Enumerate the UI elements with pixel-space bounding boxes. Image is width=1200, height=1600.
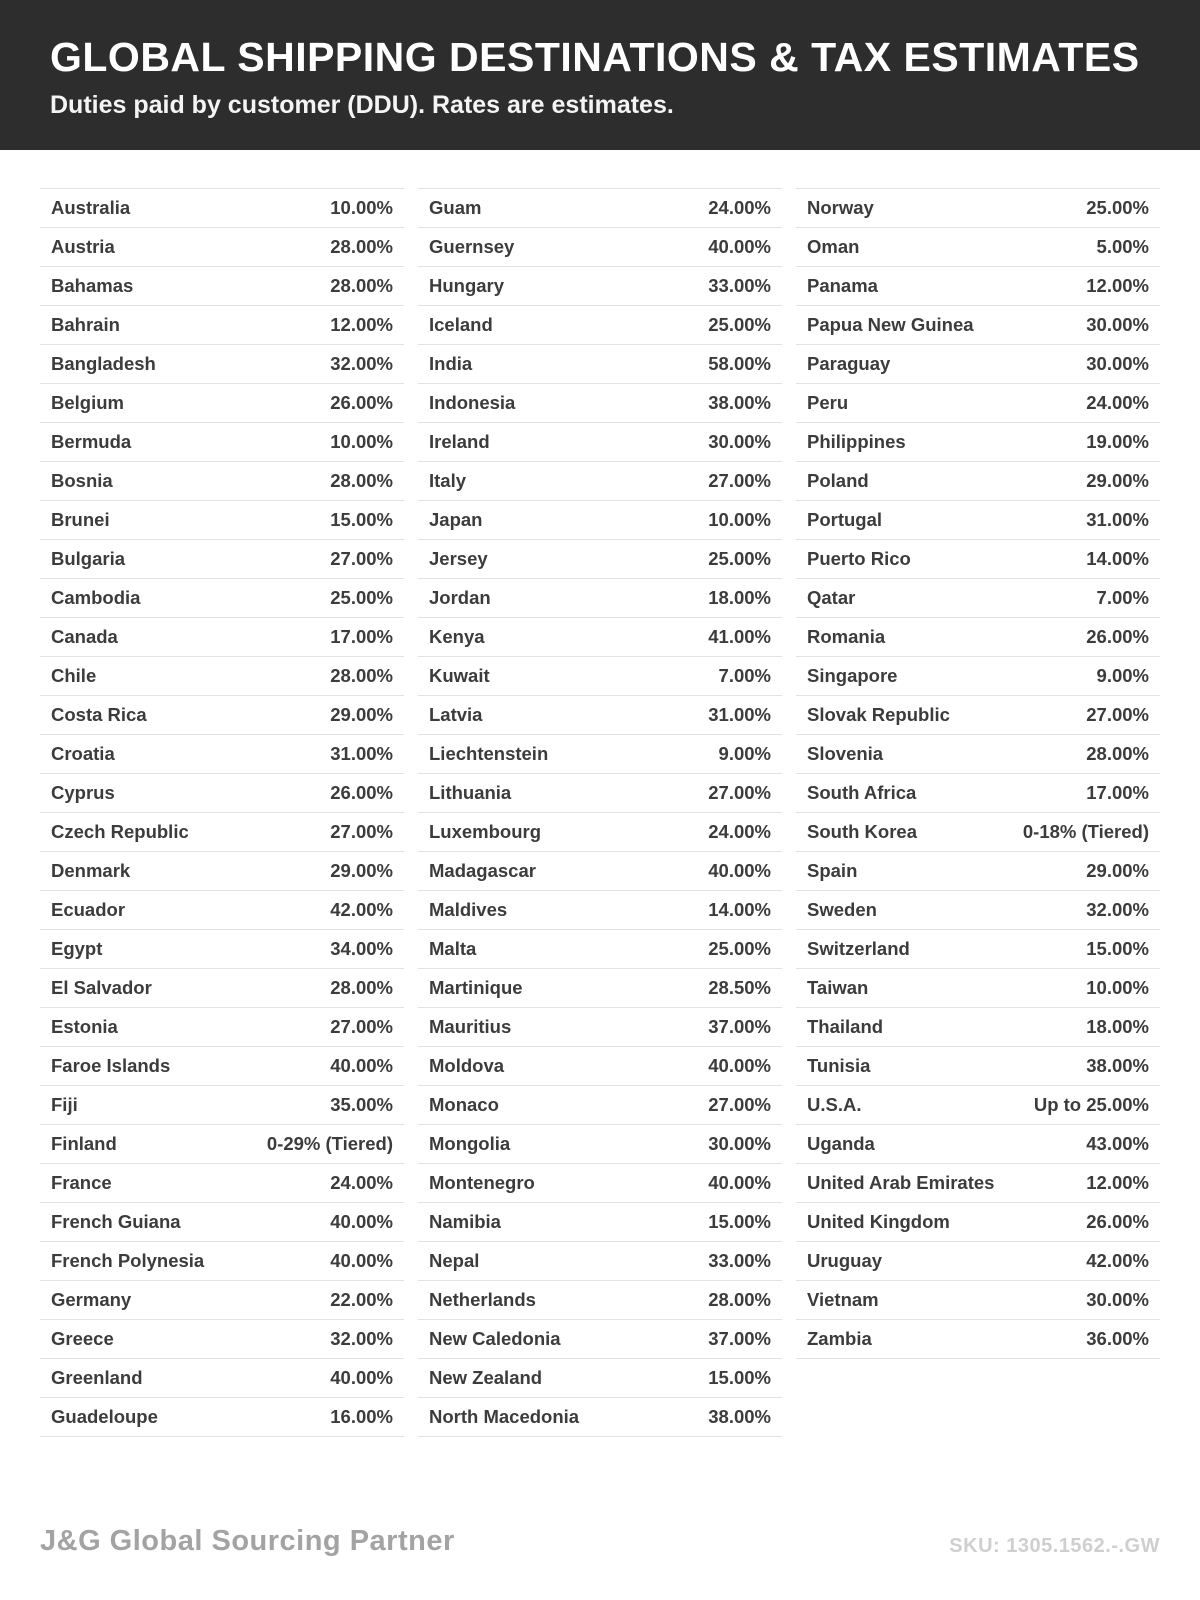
table-row <box>418 579 782 618</box>
tax-rate: 40.00% <box>708 1172 771 1194</box>
country-name: Lithuania <box>429 782 512 804</box>
country-name: Croatia <box>51 743 115 765</box>
country-name: Madagascar <box>429 860 536 882</box>
country-name: Slovenia <box>807 743 884 765</box>
country-name: Ireland <box>429 431 490 453</box>
table-row <box>796 1164 1160 1203</box>
table-row <box>418 1125 782 1164</box>
tax-rate: 40.00% <box>708 1055 771 1077</box>
table-row <box>796 345 1160 384</box>
table-row <box>418 657 782 696</box>
country-name: Brunei <box>51 509 110 531</box>
tax-rate: 41.00% <box>708 626 771 648</box>
tax-rate: 12.00% <box>330 314 393 336</box>
country-name: Martinique <box>429 977 523 999</box>
country-name: Puerto Rico <box>807 548 911 570</box>
country-name: Vietnam <box>807 1289 879 1311</box>
country-name: U.S.A. <box>807 1094 862 1116</box>
tax-rate: 15.00% <box>708 1367 771 1389</box>
tax-rate: 0-18% (Tiered) <box>1022 821 1149 843</box>
tax-rate: 10.00% <box>708 509 771 531</box>
table-row <box>40 501 404 540</box>
table-row <box>418 462 782 501</box>
table-row <box>40 267 404 306</box>
tax-rate: 28.00% <box>708 1289 771 1311</box>
tax-rate: 32.00% <box>330 353 393 375</box>
country-name: Paraguay <box>807 353 891 375</box>
tax-rate: 5.00% <box>1096 236 1149 258</box>
tax-rate: 25.00% <box>708 314 771 336</box>
country-name: Mauritius <box>429 1016 512 1038</box>
country-name: Kenya <box>429 626 485 648</box>
table-row <box>40 1086 404 1125</box>
country-name: Guadeloupe <box>51 1406 158 1428</box>
country-name: Belgium <box>51 392 124 414</box>
tax-rate: 35.00% <box>330 1094 393 1116</box>
table-row <box>418 189 782 228</box>
table-row <box>40 1242 404 1281</box>
table-row <box>796 1320 1160 1359</box>
tax-rate: 17.00% <box>1086 782 1149 804</box>
table-row <box>418 423 782 462</box>
country-name: Bulgaria <box>51 548 126 570</box>
table-row <box>796 462 1160 501</box>
tax-rate: 31.00% <box>330 743 393 765</box>
page-header <box>0 0 1200 150</box>
table-row <box>796 579 1160 618</box>
table-row <box>40 852 404 891</box>
table-row <box>796 1125 1160 1164</box>
table-row <box>418 1203 782 1242</box>
table-row <box>40 1047 404 1086</box>
tax-rate: 29.00% <box>330 704 393 726</box>
country-name: Mongolia <box>429 1133 511 1155</box>
table-row <box>418 267 782 306</box>
tax-rate: 26.00% <box>330 392 393 414</box>
tax-rate: 24.00% <box>1086 392 1149 414</box>
tax-rate: 24.00% <box>708 821 771 843</box>
tax-rate: 36.00% <box>1086 1328 1149 1350</box>
table-row <box>796 618 1160 657</box>
country-name: Nepal <box>429 1250 480 1272</box>
tax-rate: 26.00% <box>1086 1211 1149 1233</box>
country-name: United Kingdom <box>807 1211 950 1233</box>
country-name: Indonesia <box>429 392 516 414</box>
table-row <box>796 501 1160 540</box>
tax-rate: 17.00% <box>330 626 393 648</box>
table-row <box>796 1086 1160 1125</box>
tax-rate: 27.00% <box>330 548 393 570</box>
tax-rate: 27.00% <box>1086 704 1149 726</box>
tax-rate: 28.00% <box>330 236 393 258</box>
rates-table <box>0 150 1200 1437</box>
tax-rate: 24.00% <box>708 197 771 219</box>
tax-rate: 30.00% <box>708 1133 771 1155</box>
tax-rate: 14.00% <box>708 899 771 921</box>
table-row <box>40 813 404 852</box>
table-row <box>40 1281 404 1320</box>
table-row <box>418 540 782 579</box>
country-name: Bosnia <box>51 470 113 492</box>
country-name: Bermuda <box>51 431 132 453</box>
tax-rate: 10.00% <box>330 197 393 219</box>
tax-rate: 40.00% <box>330 1250 393 1272</box>
country-name: Costa Rica <box>51 704 147 726</box>
country-name: Iceland <box>429 314 493 336</box>
country-name: New Zealand <box>429 1367 543 1389</box>
table-row <box>418 306 782 345</box>
table-row <box>796 189 1160 228</box>
country-name: Spain <box>807 860 858 882</box>
tax-rate: 25.00% <box>1086 197 1149 219</box>
country-name: Australia <box>51 197 131 219</box>
table-row <box>418 345 782 384</box>
tax-rate: 28.00% <box>330 275 393 297</box>
tax-rate: 37.00% <box>708 1016 771 1038</box>
tax-rate: 31.00% <box>1086 509 1149 531</box>
table-row <box>796 1047 1160 1086</box>
page-subtitle: Duties paid by customer (DDU). Rates are estimates. <box>50 91 674 120</box>
country-name: Singapore <box>807 665 898 687</box>
country-name: Uruguay <box>807 1250 883 1272</box>
tax-rate: 25.00% <box>708 938 771 960</box>
tax-rate: 14.00% <box>1086 548 1149 570</box>
tax-rate: 30.00% <box>1086 353 1149 375</box>
table-row <box>418 774 782 813</box>
table-row <box>40 1398 404 1437</box>
table-row <box>418 969 782 1008</box>
table-row <box>418 1281 782 1320</box>
table-row <box>418 891 782 930</box>
rate-column <box>796 188 1160 1359</box>
table-row <box>418 1086 782 1125</box>
table-row <box>40 1203 404 1242</box>
country-name: French Guiana <box>51 1211 181 1233</box>
country-name: Netherlands <box>429 1289 536 1311</box>
tax-rate: 58.00% <box>708 353 771 375</box>
table-row <box>418 1359 782 1398</box>
country-name: South Africa <box>807 782 917 804</box>
tax-rate: 18.00% <box>1086 1016 1149 1038</box>
tax-rate: 30.00% <box>1086 1289 1149 1311</box>
country-name: Egypt <box>51 938 103 960</box>
table-row <box>40 345 404 384</box>
country-name: Estonia <box>51 1016 118 1038</box>
table-row <box>418 1320 782 1359</box>
country-name: Jersey <box>429 548 488 570</box>
country-name: North Macedonia <box>429 1406 580 1428</box>
table-row <box>418 1047 782 1086</box>
rate-column <box>418 188 782 1437</box>
table-row <box>40 189 404 228</box>
tax-rate: 22.00% <box>330 1289 393 1311</box>
tax-rate: 18.00% <box>708 587 771 609</box>
country-name: Montenegro <box>429 1172 535 1194</box>
table-row <box>40 462 404 501</box>
tax-rate: 15.00% <box>1086 938 1149 960</box>
tax-rate: 27.00% <box>708 782 771 804</box>
country-name: Switzerland <box>807 938 910 960</box>
table-row <box>40 969 404 1008</box>
rates-columns <box>40 188 1160 1437</box>
page-title: GLOBAL SHIPPING DESTINATIONS & TAX ESTIMATES <box>50 34 1140 80</box>
country-name: Slovak Republic <box>807 704 950 726</box>
tax-rate: 33.00% <box>708 1250 771 1272</box>
country-name: Japan <box>429 509 483 531</box>
tax-rate: 27.00% <box>708 1094 771 1116</box>
country-name: Philippines <box>807 431 906 453</box>
tax-rate: 38.00% <box>1086 1055 1149 1077</box>
table-row <box>40 1125 404 1164</box>
table-row <box>796 1203 1160 1242</box>
country-name: Taiwan <box>807 977 869 999</box>
tax-rate: 40.00% <box>708 860 771 882</box>
country-name: French Polynesia <box>51 1250 205 1272</box>
country-name: Ecuador <box>51 899 126 921</box>
table-row <box>418 228 782 267</box>
country-name: Panama <box>807 275 878 297</box>
table-row <box>796 384 1160 423</box>
tax-rate: 25.00% <box>330 587 393 609</box>
country-name: Zambia <box>807 1328 872 1350</box>
tax-rate: 27.00% <box>330 821 393 843</box>
table-row <box>418 618 782 657</box>
country-name: Luxembourg <box>429 821 542 843</box>
table-row <box>796 267 1160 306</box>
tax-rate: 27.00% <box>708 470 771 492</box>
country-name: Bahrain <box>51 314 120 336</box>
table-row <box>40 540 404 579</box>
country-name: Sweden <box>807 899 877 921</box>
tax-rate: 43.00% <box>1086 1133 1149 1155</box>
country-name: Thailand <box>807 1016 884 1038</box>
tax-rate: 40.00% <box>330 1055 393 1077</box>
country-name: Italy <box>429 470 467 492</box>
country-name: France <box>51 1172 112 1194</box>
country-name: Canada <box>51 626 118 648</box>
tax-rate: 34.00% <box>330 938 393 960</box>
table-row <box>796 1281 1160 1320</box>
table-row <box>418 1008 782 1047</box>
country-name: United Arab Emirates <box>807 1172 995 1194</box>
country-name: India <box>429 353 473 375</box>
country-name: Maldives <box>429 899 508 921</box>
country-name: El Salvador <box>51 977 152 999</box>
tax-rate: 30.00% <box>708 431 771 453</box>
country-name: Norway <box>807 197 874 219</box>
tax-rate: 7.00% <box>718 665 771 687</box>
country-name: Tunisia <box>807 1055 871 1077</box>
tax-rate: 0-29% (Tiered) <box>266 1133 393 1155</box>
table-row <box>796 1008 1160 1047</box>
table-row <box>40 306 404 345</box>
country-name: Czech Republic <box>51 821 189 843</box>
country-name: Faroe Islands <box>51 1055 171 1077</box>
tax-rate: 28.50% <box>708 977 771 999</box>
tax-rate: 30.00% <box>1086 314 1149 336</box>
country-name: Guam <box>429 197 482 219</box>
table-row <box>796 891 1160 930</box>
country-name: Namibia <box>429 1211 501 1233</box>
tax-rate: 12.00% <box>1086 275 1149 297</box>
country-name: Qatar <box>807 587 856 609</box>
country-name: Monaco <box>429 1094 499 1116</box>
country-name: Poland <box>807 470 869 492</box>
table-row <box>40 1164 404 1203</box>
country-name: Fiji <box>51 1094 78 1116</box>
tax-rate: 40.00% <box>330 1367 393 1389</box>
country-name: Peru <box>807 392 849 414</box>
country-name: Bahamas <box>51 275 134 297</box>
country-name: Greenland <box>51 1367 143 1389</box>
table-row <box>40 579 404 618</box>
table-row <box>40 735 404 774</box>
country-name: Malta <box>429 938 477 960</box>
rate-column <box>40 188 404 1437</box>
tax-rate: 29.00% <box>1086 860 1149 882</box>
tax-rate: 38.00% <box>708 1406 771 1428</box>
country-name: Liechtenstein <box>429 743 549 765</box>
tax-rate: 28.00% <box>330 665 393 687</box>
page-footer <box>0 1525 1200 1600</box>
tax-rate: 42.00% <box>330 899 393 921</box>
table-row <box>796 930 1160 969</box>
country-name: New Caledonia <box>429 1328 561 1350</box>
tax-rate: 32.00% <box>1086 899 1149 921</box>
tax-rate: 37.00% <box>708 1328 771 1350</box>
table-row <box>418 696 782 735</box>
tax-rate: 29.00% <box>330 860 393 882</box>
country-name: Hungary <box>429 275 505 297</box>
country-name: Greece <box>51 1328 114 1350</box>
tax-rate: 12.00% <box>1086 1172 1149 1194</box>
table-row <box>418 501 782 540</box>
sku-label: SKU: 1305.1562.-.GW <box>949 1535 1160 1557</box>
tax-rate: 19.00% <box>1086 431 1149 453</box>
country-name: Finland <box>51 1133 117 1155</box>
table-row <box>796 774 1160 813</box>
country-name: Romania <box>807 626 886 648</box>
country-name: Kuwait <box>429 665 490 687</box>
table-row <box>40 657 404 696</box>
country-name: Oman <box>807 236 860 258</box>
tax-rate: 9.00% <box>718 743 771 765</box>
country-name: Moldova <box>429 1055 505 1077</box>
table-row <box>796 306 1160 345</box>
tax-rate: 38.00% <box>708 392 771 414</box>
country-name: Jordan <box>429 587 491 609</box>
tax-rate: 15.00% <box>330 509 393 531</box>
country-name: Austria <box>51 236 115 258</box>
table-row <box>796 228 1160 267</box>
tax-rate: 9.00% <box>1096 665 1149 687</box>
table-row <box>418 1164 782 1203</box>
table-row <box>796 696 1160 735</box>
table-row <box>796 969 1160 1008</box>
table-row <box>40 423 404 462</box>
tax-rate: 10.00% <box>1086 977 1149 999</box>
table-row <box>40 891 404 930</box>
tax-rate: 27.00% <box>330 1016 393 1038</box>
table-row <box>40 1320 404 1359</box>
tax-rate: 24.00% <box>330 1172 393 1194</box>
country-name: Bangladesh <box>51 353 156 375</box>
country-name: Chile <box>51 665 97 687</box>
table-row <box>418 1242 782 1281</box>
tax-rate: 28.00% <box>330 470 393 492</box>
tax-rate: 32.00% <box>330 1328 393 1350</box>
tax-rate: 26.00% <box>1086 626 1149 648</box>
brand-name: J&G Global Sourcing Partner <box>40 1525 455 1557</box>
tax-rate: 15.00% <box>708 1211 771 1233</box>
table-row <box>796 852 1160 891</box>
country-name: Portugal <box>807 509 883 531</box>
country-name: South Korea <box>807 821 917 843</box>
tax-rate: 28.00% <box>330 977 393 999</box>
tax-rate: 40.00% <box>708 236 771 258</box>
tax-rate: Up to 25.00% <box>1033 1094 1149 1116</box>
tax-rate: 16.00% <box>330 1406 393 1428</box>
country-name: Guernsey <box>429 236 515 258</box>
table-row <box>418 1398 782 1437</box>
country-name: Denmark <box>51 860 131 882</box>
tax-rate: 33.00% <box>708 275 771 297</box>
table-row <box>796 813 1160 852</box>
tax-rate: 10.00% <box>330 431 393 453</box>
country-name: Latvia <box>429 704 483 726</box>
table-row <box>40 618 404 657</box>
table-row <box>796 657 1160 696</box>
table-row <box>418 930 782 969</box>
table-row <box>40 1008 404 1047</box>
table-row <box>40 384 404 423</box>
tax-rate: 26.00% <box>330 782 393 804</box>
table-row <box>40 774 404 813</box>
tax-rate: 31.00% <box>708 704 771 726</box>
tax-rate: 7.00% <box>1096 587 1149 609</box>
table-row <box>796 423 1160 462</box>
table-row <box>418 813 782 852</box>
table-row <box>796 540 1160 579</box>
country-name: Cyprus <box>51 782 115 804</box>
table-row <box>418 852 782 891</box>
table-row <box>40 696 404 735</box>
table-row <box>40 1359 404 1398</box>
table-row <box>796 1242 1160 1281</box>
table-row <box>418 735 782 774</box>
tax-rate: 25.00% <box>708 548 771 570</box>
table-row <box>40 930 404 969</box>
tax-rate: 29.00% <box>1086 470 1149 492</box>
tax-rate: 40.00% <box>330 1211 393 1233</box>
country-name: Germany <box>51 1289 132 1311</box>
table-row <box>40 228 404 267</box>
country-name: Uganda <box>807 1133 875 1155</box>
country-name: Papua New Guinea <box>807 314 974 336</box>
table-row <box>796 735 1160 774</box>
table-row <box>418 384 782 423</box>
country-name: Cambodia <box>51 587 141 609</box>
tax-rate: 42.00% <box>1086 1250 1149 1272</box>
tax-rate: 28.00% <box>1086 743 1149 765</box>
